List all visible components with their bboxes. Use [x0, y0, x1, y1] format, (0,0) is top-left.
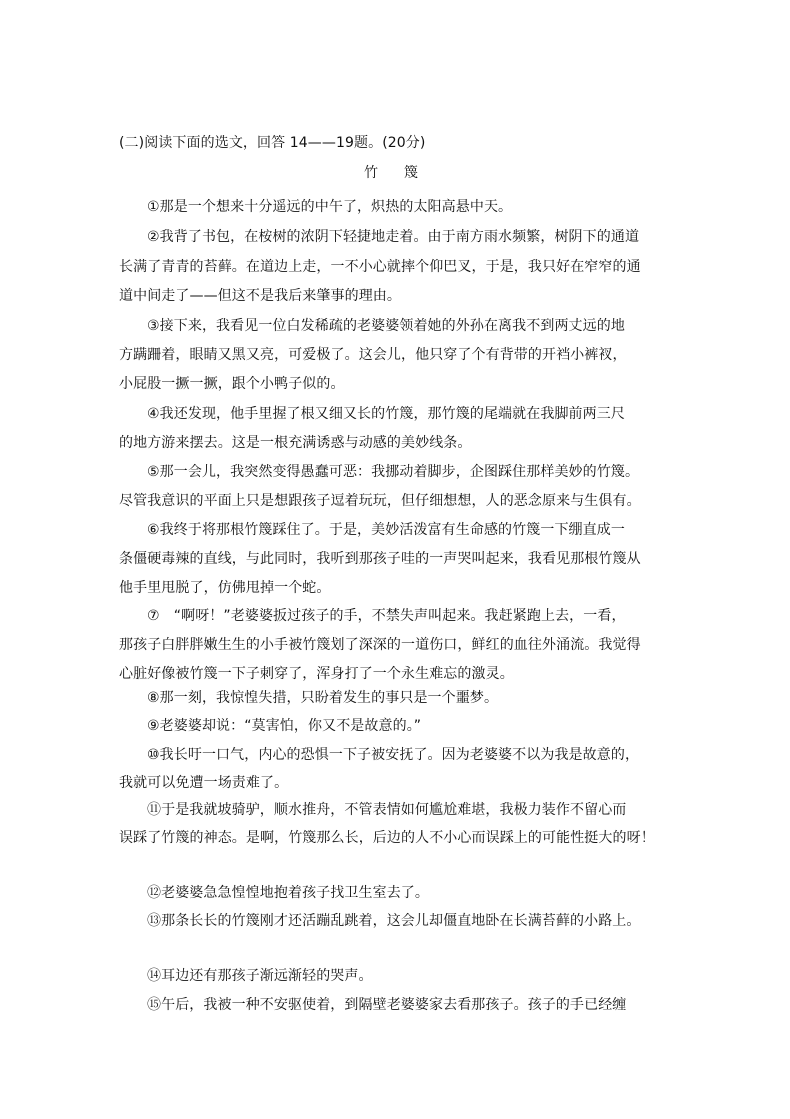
paragraph-line: ⑧那一刻，我惊惶失措，只盼着发生的事只是一个噩梦。 [147, 690, 499, 706]
paragraph-line: ⑥我终于将那根竹篾踩住了。于是，美妙活泼富有生命感的竹篾一下绷直成一 [147, 522, 625, 538]
paragraph-line: ②我背了书包，在桉树的浓阴下轻捷地走着。由于南方雨水频繁，树阴下的通道 [147, 229, 640, 245]
paragraph-line: ⑬那条长长的竹篾刚才还活蹦乱跳着，这会儿却僵直地卧在长满苔藓的小路上。 [147, 913, 641, 929]
paragraph-line: ⑪于是我就坡骑驴，顺水推舟，不管表情如何尴尬难堪，我极力装作不留心而 [147, 802, 627, 818]
title-char: 篾 [404, 165, 418, 181]
title-char: 竹 [364, 165, 378, 181]
paragraph-line: 方蹒跚着，眼睛又黑又亮，可爱极了。这会儿，他只穿了个有背带的开裆小裤衩， [119, 347, 627, 363]
paragraph-line: ④我还发现，他手里握了根又细又长的竹篾，那竹篾的尾端就在我脚前两三尺 [147, 406, 625, 422]
paragraph-line: ⑩我长吁一口气，内心的恐惧一下子被安抚了。因为老婆婆不以为我是故意的， [147, 747, 640, 763]
paragraph-line: 误踩了竹篾的神态。是啊，竹篾那么长，后边的人不小心而误踩上的可能性挺大的呀！ [119, 830, 655, 846]
paragraph-line: 长满了青青的苔藓。在道边上走，一不小心就摔个仰巴叉，于是，我只好在窄窄的通 [119, 259, 641, 275]
paragraph-line: 我就可以免遭一场责难了。 [119, 775, 289, 791]
paragraph-line: 道中间走了——但这不是我后来肇事的理由。 [119, 288, 401, 304]
paragraph-line: ③接下来，我看见一位白发稀疏的老婆婆领着她的外孙在离我不到两丈远的地 [147, 318, 625, 334]
paragraph-line: 他手里甩脱了，仿佛甩掉一个蛇。 [119, 580, 331, 596]
paragraph-line: 心脏好像被竹篾一下子刺穿了，浑身打了一个永生难忘的激灵。 [119, 666, 514, 682]
paragraph-line: 条僵硬毒辣的直线，与此同时，我听到那孩子哇的一声哭叫起来，我看见那根竹篾从 [119, 551, 641, 567]
paragraph-line: ①那是一个想来十分遥远的中午了，炽热的太阳高悬中天。 [147, 199, 513, 215]
paragraph-line: ⑤那一会儿，我突然变得愚蠢可恶：我挪动着脚步，企图踩住那样美妙的竹篾。 [147, 464, 640, 480]
paragraph-line: ⑮午后，我被一种不安驱使着，到隔壁老婆婆家去看那孩子。孩子的手已经缠 [147, 997, 627, 1013]
paragraph-line: 那孩子白胖胖嫩生生的小手被竹篾划了深深的一道伤口，鲜红的血往外涌流。我觉得 [119, 637, 641, 653]
paragraph-line: 的地方游来摆去。这是一根充满诱惑与动感的美妙线条。 [119, 435, 472, 451]
section-instruction: (二)阅读下面的选文，回答 14——19题。(20分) [119, 135, 426, 151]
paragraph-line: ⑦ “啊呀！”老婆婆扳过孩子的手，不禁失声叫起来。我赶紧跑上去，一看， [147, 608, 626, 624]
paragraph-line: ⑭耳边还有那孩子渐远渐轻的哭声。 [147, 968, 373, 984]
article-title [364, 164, 444, 182]
paragraph-line: 小屁股一撅一撅，跟个小鸭子似的。 [119, 376, 345, 392]
paragraph-line: 尽管我意识的平面上只是想跟孩子逗着玩玩，但仔细想想，人的恶念原来与生俱有。 [119, 493, 641, 509]
paragraph-line: ⑨老婆婆却说：“莫害怕，你又不是故意的。” [147, 718, 422, 734]
paragraph-line: ⑫老婆婆急急惶惶地抱着孩子找卫生室去了。 [147, 885, 429, 901]
